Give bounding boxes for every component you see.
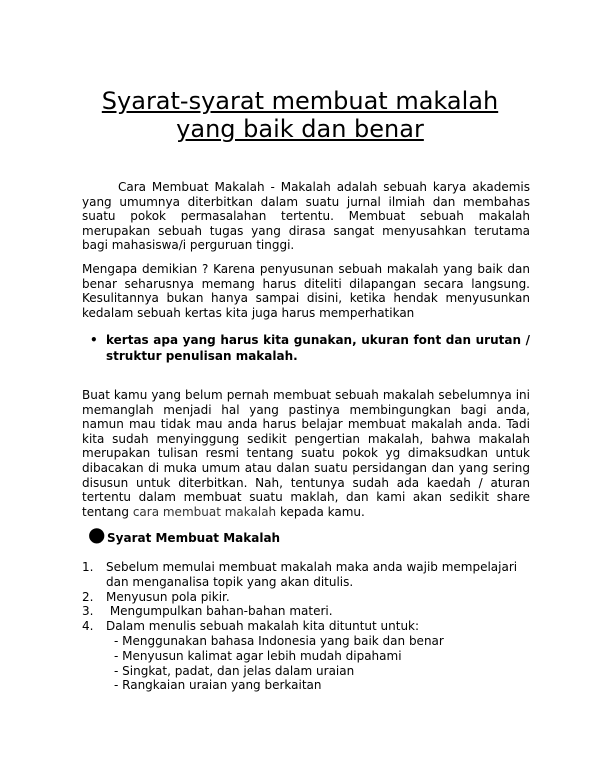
section-heading-syarat bbox=[82, 522, 530, 546]
list-number: 4. bbox=[82, 619, 94, 634]
reason-paragraph: Mengapa demikian ? Karena penyusunan sebuah makalah yang baik dan benar seharusnya memang harus diteliti dilapangan secara langsung. Kesulitannya bukan hanya sampai disini, ketika hendak menyusunkan kedalam sebuah kertas kita juga harus memperhatikan bbox=[82, 262, 530, 320]
requirements-list bbox=[82, 560, 530, 693]
list-number: 2. bbox=[82, 589, 94, 604]
bullet-text: kertas apa yang harus kita gunakan, ukuran font dan urutan / struktur penulisan makalah. bbox=[106, 333, 530, 363]
list-item-text: Mengumpulkan bahan-bahan materi. bbox=[106, 604, 333, 619]
document-title-line-2: yang baik dan benar bbox=[176, 115, 424, 143]
list-item bbox=[82, 619, 530, 693]
list-item bbox=[82, 560, 530, 590]
guide-paragraph-text: Buat kamu yang belum pernah membuat sebuah makalah sebelumnya ini memanglah menjadi hal yang pastinya membingungkan bagi anda, namun mau tidak mau anda harus belajar membuat makalah anda. Tadi kita sudah menyinggung sedikit pengertian makalah, bahwa makalah merupakan tulisan resmi tentang suatu pokok yg dimaksudkan untuk dibacakan di muka umum atau dalan suatu persidangan dan yang sering disusun untuk diterbitkan. Nah, tentunya sudah ada kaedah / aturan tertentu dalam membuat suatu maklah, dan kami akan sedikit share tentang bbox=[82, 388, 530, 519]
list-item bbox=[82, 604, 530, 619]
sub-list-item: - Menyusun kalimat agar lebih mudah dipahami bbox=[114, 648, 402, 663]
list-item bbox=[82, 590, 530, 605]
intro-paragraph: Cara Membuat Makalah - Makalah adalah sebuah karya akademis yang umumnya diterbitkan dalam suatu jurnal ilmiah dan membahas suatu pokok permasalahan tertentu. Membuat sebuah makalah merupakan sebuah tugas yang dirasa sangat menyusahkan terutama bagi mahasiswa/i perguruan tinggi. bbox=[82, 180, 530, 253]
section-heading-text: Syarat Membuat Makalah bbox=[107, 531, 281, 545]
guide-paragraph-link-text: cara membuat makalah bbox=[132, 504, 277, 519]
sub-list bbox=[106, 634, 530, 693]
sub-list-item: - Singkat, padat, dan jelas dalam uraian bbox=[114, 663, 355, 678]
list-number: 1. bbox=[82, 560, 94, 574]
guide-paragraph-end: kepada kamu. bbox=[279, 504, 365, 519]
sub-list-item: - Rangkaian uraian yang berkaitan bbox=[114, 678, 322, 693]
bullet-icon: ● bbox=[88, 522, 106, 546]
bullet-item-paper-format bbox=[82, 332, 530, 364]
document-title-line-1: Syarat-syarat membuat makalah bbox=[101, 87, 499, 115]
guide-paragraph bbox=[82, 388, 530, 519]
list-item-text: Sebelum memulai membuat makalah maka anda wajib mempelajari dan menganalisa topik yang akan ditulis. bbox=[106, 560, 518, 589]
list-number: 3. bbox=[82, 604, 94, 619]
bullet-icon: • bbox=[90, 333, 98, 347]
sub-list-item: - Menggunakan bahasa Indonesia yang baik dan benar bbox=[114, 633, 444, 648]
list-item-text: Menyusun pola pikir. bbox=[106, 589, 230, 604]
list-item-text: Dalam menulis sebuah makalah kita dituntut untuk: bbox=[106, 619, 420, 634]
